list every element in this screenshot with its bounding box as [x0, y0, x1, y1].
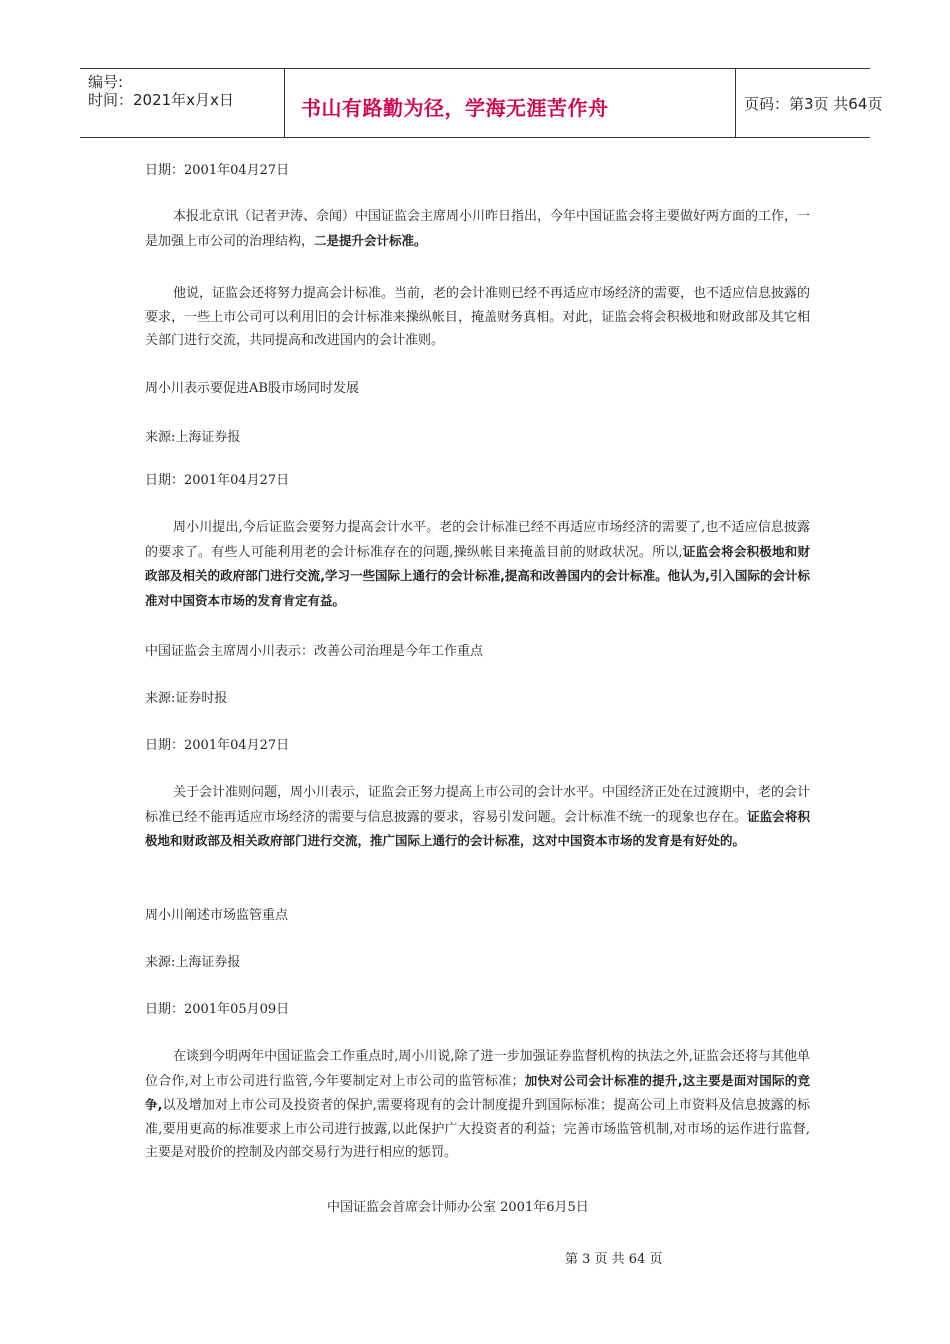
article-date: 日期：2001年04月27日: [145, 163, 290, 178]
page-footer: 第 3 页 共 64 页: [565, 1252, 663, 1267]
article-date: 日期：2001年04月27日: [145, 473, 290, 488]
paragraph-text: 关于会计准则问题，周小川表示，证监会正努力提高上市公司的会计水平。中国经济正处在过渡期中，老的会计标准已经不能再适应市场经济的需要与信息披露的要求，容易引发问题。会计标准不统一的现象也存在。: [145, 785, 811, 825]
article-title: 周小川表示要促进AB股市场同时发展: [145, 381, 359, 396]
header-motto-cell: [284, 69, 736, 137]
article-paragraph: [145, 1045, 810, 1165]
doc-number-label: 编号:: [88, 73, 124, 91]
article-date: 日期：2001年04月27日: [145, 738, 290, 753]
header-motto: 书山有路勤为径，学海无涯苦作舟: [301, 96, 609, 120]
paragraph-bold-text: 二是提升会计标准。: [314, 232, 427, 248]
article-source: 来源:证券时报: [145, 691, 228, 706]
header-page-info: 页码：第3页 共64页: [744, 95, 883, 113]
signature-line: 中国证监会首席会计师办公室 2001年6月5日: [327, 1200, 589, 1215]
paragraph-bold-text: 证监会将积极地和财政部及相关政府部门进行交流，推广国际上通行的会计标准，这对中国资本市场的发育是有好处的。: [145, 808, 810, 848]
article-paragraph: [145, 205, 810, 253]
article-source: 来源:上海证券报: [145, 430, 241, 445]
article-title: 周小川阐述市场监管重点: [145, 908, 289, 923]
header-meta: [88, 69, 284, 137]
paragraph-text: 以及增加对上市公司及投资者的保护,需要将现有的会计制度提升到国际标准；提高公司上市资料及信息披露的标准,要用更高的标准要求上市公司进行披露,以此保护广大投资者的利益；完善市场监管机制,对市场的运作进行监督,主要是对股价的控制及内部交易行为进行相应的惩罚。: [145, 1098, 811, 1160]
article-paragraph: [145, 516, 810, 613]
article-date: 日期：2001年05月09日: [145, 1002, 290, 1017]
paragraph-bold-text: 加快对公司会计标准的提升,这主要是面对国际的竞争,: [145, 1072, 811, 1112]
article-source: 来源:上海证券报: [145, 955, 241, 970]
article-paragraph: 他说，证监会还将努力提高会计标准。当前，老的会计准则已经不再适应市场经济的需要，也不适应信息披露的要求，一些上市公司可以利用旧的会计标准来操纵帐目，掩盖财务真相。对此，证监会将会积极地和财政部及其它相关部门进行交流，共同提高和改进国内的会计准则。: [145, 286, 811, 348]
paragraph-text: 周小川提出,今后证监会要努力提高会计水平。老的会计标准已经不再适应市场经济的需要了,也不适应信息披露的要求了。有些人可能利用老的会计标准存在的问题,操纵帐目来掩盖目前的财政状况。所以,: [145, 520, 810, 560]
article-paragraph: [145, 781, 810, 854]
article-title: 中国证监会主席周小川表示：改善公司治理是今年工作重点: [145, 644, 484, 659]
paragraph-bold-text: 证监会将会积极地和财政部及相关的政府部门进行交流,学习一些国际上通行的会计标准,提高和改善国内的会计标准。他认为,引入国际的会计标准对中国资本市场的发育肯定有益。: [145, 543, 810, 608]
paragraph-text: 本报北京讯（记者尹涛、佘闻）中国证监会主席周小川昨日指出，今年中国证监会将主要做好两方面的工作，一是加强上市公司的治理结构，: [145, 209, 811, 249]
doc-date-label: 时间：2021年x月x日: [88, 91, 234, 109]
paragraph-text: 在谈到今明两年中国证监会工作重点时,周小川说,除了进一步加强证券监督机构的执法之外,证监会还将与其他单位合作,对上市公司进行监管,今年要制定对上市公司的监管标准；: [145, 1049, 810, 1089]
page-header: [80, 68, 883, 138]
